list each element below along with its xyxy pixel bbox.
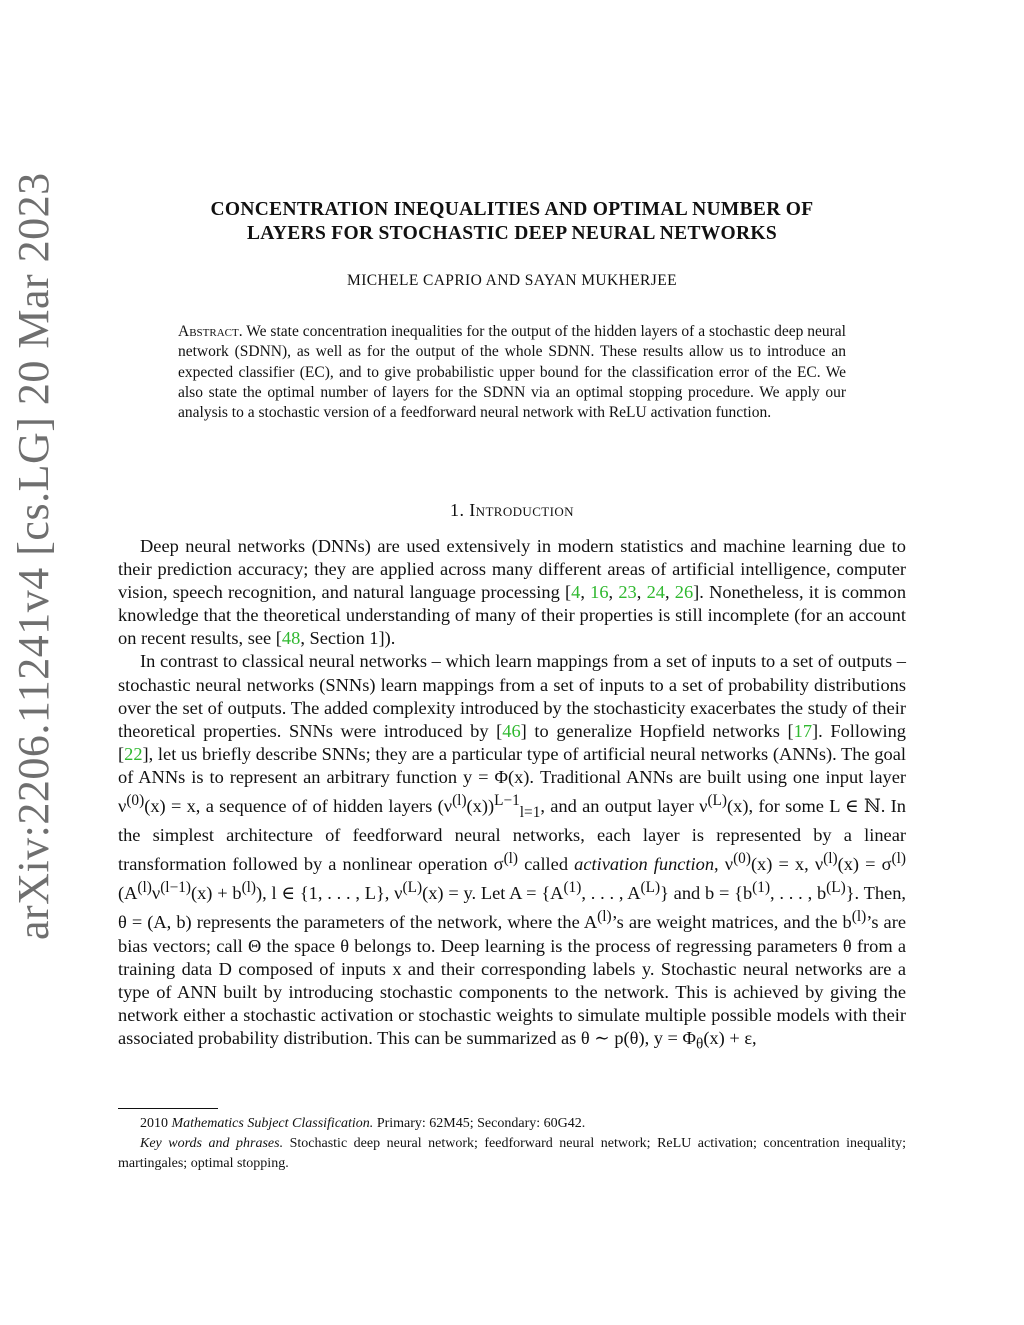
text-run: ’s are weight matrices, and the b xyxy=(611,912,852,933)
text-run: (A xyxy=(118,883,138,904)
superscript: (l) xyxy=(503,850,519,868)
paragraph-1: Deep neural networks (DNNs) are used extensively in modern statistics and machine learning due to their prediction accuracy; they are applied across many different areas of artificial intelligence, computer vision, speech recognition, and natural language processing [4, 16, 23, 24, 26]. Nonetheless, it is common knowledge that the theoretical understanding of many of their properties is still incomplete (for an account on recent results, see [48, Section 1]). xyxy=(118,536,907,649)
paper-title xyxy=(118,198,906,246)
superscript: (1) xyxy=(563,879,582,897)
text-run: ], let us briefly describe SNNs; they are a particular type of artificial neural networks (ANNs). The goal of ANNs is to represent an arbitrary function y = Φ(x). Traditional ANNs are built using one input layer ν xyxy=(118,743,906,817)
superscript: (l) xyxy=(137,879,152,897)
emphasis-activation-function: activation function xyxy=(574,854,715,875)
msc-codes: Primary: 62M45; Secondary: 60G42. xyxy=(373,1116,586,1131)
superscript: (L) xyxy=(826,879,846,897)
footnotes xyxy=(118,1114,906,1173)
text-run: (x) = x, a sequence of of hidden layers (ν xyxy=(144,796,453,817)
text-run: ]. Nonetheless, it is common knowledge that the theoretical understanding of many of their properties is still incomplete (for an account on recent results, see [ xyxy=(118,582,907,649)
citation-link[interactable]: 17 xyxy=(793,720,813,741)
text-run: , and an output layer ν xyxy=(540,796,708,817)
text-run: (x) + b xyxy=(190,883,242,904)
abstract-label: Abstract. xyxy=(178,323,243,340)
arxiv-identifier-stamp: arXiv:2206.11241v4 [cs.LG] 20 Mar 2023 xyxy=(9,172,58,940)
section-heading-introduction xyxy=(118,500,906,521)
text-run: , . . . , b xyxy=(770,883,827,904)
text-run: ν xyxy=(151,883,161,904)
text-run: (x) + ε, xyxy=(703,1028,757,1049)
text-run: ), l ∈ {1, . . . , L}, ν xyxy=(256,883,403,904)
citation-link[interactable]: 23 xyxy=(618,582,637,603)
citation-link[interactable]: 26 xyxy=(674,582,694,603)
text-run: Deep neural networks (DNNs) are used extensively in modern statistics and machine learning due to their prediction accuracy; they are applied across many different areas of artificial intelligence, computer vision, speech recognition, and natural language processing [ xyxy=(118,536,906,603)
section-title: Introduction xyxy=(469,500,574,520)
footnote-msc xyxy=(118,1114,906,1134)
superscript: (L) xyxy=(402,879,423,897)
citation-link[interactable]: 46 xyxy=(502,720,521,741)
footnote-keywords xyxy=(118,1134,906,1174)
superscript: (l) xyxy=(452,792,467,810)
keywords-label: Key words and phrases. xyxy=(140,1135,284,1151)
superscript: (l) xyxy=(851,908,867,926)
author-list: MICHELE CAPRIO AND SAYAN MUKHERJEE xyxy=(347,272,677,289)
msc-year: 2010 xyxy=(140,1116,172,1131)
citation-link[interactable]: 24 xyxy=(646,582,665,603)
footnote-divider xyxy=(118,1108,218,1109)
text-run: ’s are bias vectors; call Θ the space θ belongs to. Deep learning is the process of regressing parameters θ from a training data D composed of inputs x and their corresponding labels y. Stochastic neural networks are a type of ANN built by introducing stochastic components to the network. This is achieved by giving the network either a stochastic activation or stochastic weights to simulate multiple possible models with their associated probability distribution. This can be summarized as θ ∼ p(θ), y = Φ xyxy=(118,912,906,1049)
citation-link[interactable]: 22 xyxy=(124,743,143,764)
text-run: ]. Following [ xyxy=(118,720,906,764)
text-run: , Section 1]). xyxy=(300,628,396,649)
title-line-1: CONCENTRATION INEQUALITIES AND OPTIMAL NUMBER OF xyxy=(210,199,814,220)
superscript: (l) xyxy=(597,908,612,926)
text-run: (x) = σ xyxy=(837,854,892,875)
msc-label: Mathematics Subject Classification. xyxy=(171,1116,374,1131)
superscript: (l) xyxy=(241,879,257,897)
section-number: 1. xyxy=(450,500,465,520)
superscript: (0) xyxy=(126,792,145,810)
superscript: (l) xyxy=(891,850,906,868)
abstract xyxy=(178,322,846,423)
text-run: (x) = x, ν xyxy=(750,854,824,875)
text-run: called xyxy=(518,854,575,875)
text-run: , . . . , A xyxy=(581,883,641,904)
text-run: ] to generalize Hopfield networks [ xyxy=(520,720,794,741)
citation-link[interactable]: 48 xyxy=(281,628,301,649)
text-run: (x), for some L ∈ ℕ. In the simplest architecture of feedforward neural networks, each layer is represented by a linear transformation followed by a nonlinear operation σ xyxy=(118,796,906,875)
citation-link[interactable]: 4 xyxy=(571,582,581,603)
text-run: (x) = y. Let A = {A xyxy=(422,883,564,904)
subscript: θ xyxy=(695,1035,704,1053)
text-run: } and b = {b xyxy=(660,883,753,904)
introduction-body xyxy=(118,535,906,1056)
text-run: , ν xyxy=(714,854,734,875)
subscript: l=1 xyxy=(519,803,541,821)
text-run: (x)) xyxy=(466,796,495,817)
superscript: (l) xyxy=(823,850,838,868)
title-line-2: LAYERS FOR STOCHASTIC DEEP NEURAL NETWORKS xyxy=(246,223,778,244)
abstract-text: We state concentration inequalities for the output of the hidden layers of a stochastic deep neural network (SDNN), as well as for the output of the whole SDNN. These results allow us to introduce an expected classifier (EC), and to give probabilistic upper bound for the classification error of the EC. We also state the optimal number of layers for the SDNN via an optimal stopping procedure. We apply our analysis to a stochastic version of a feedforward neural network with ReLU activation function. xyxy=(178,323,846,422)
paragraph-2 xyxy=(118,650,906,1055)
superscript: (0) xyxy=(733,850,751,868)
superscript: (l−1) xyxy=(160,879,191,897)
superscript: (L) xyxy=(640,879,661,897)
text-run: }. Then, θ = (A, b) represents the parameters of the network, where the A xyxy=(118,883,906,933)
text-run: In contrast to classical neural networks – which learn mappings from a set of inputs to a set of outputs – stochastic neural networks (SNNs) learn mappings from a set of inputs to a set of probability distributions over the set of outputs. The added complexity introduced by the stochasticity exacerbates the study of their theoretical properties. SNNs were introduced by [ xyxy=(118,651,906,741)
superscript: L−1 xyxy=(494,792,520,810)
superscript: (1) xyxy=(752,879,771,897)
citation-link[interactable]: 16 xyxy=(590,582,609,603)
superscript: (L) xyxy=(707,792,728,810)
keywords-text: Stochastic deep neural network; feedforward neural network; ReLU activation; concentration inequality; martingales; optimal stopping. xyxy=(118,1135,906,1171)
